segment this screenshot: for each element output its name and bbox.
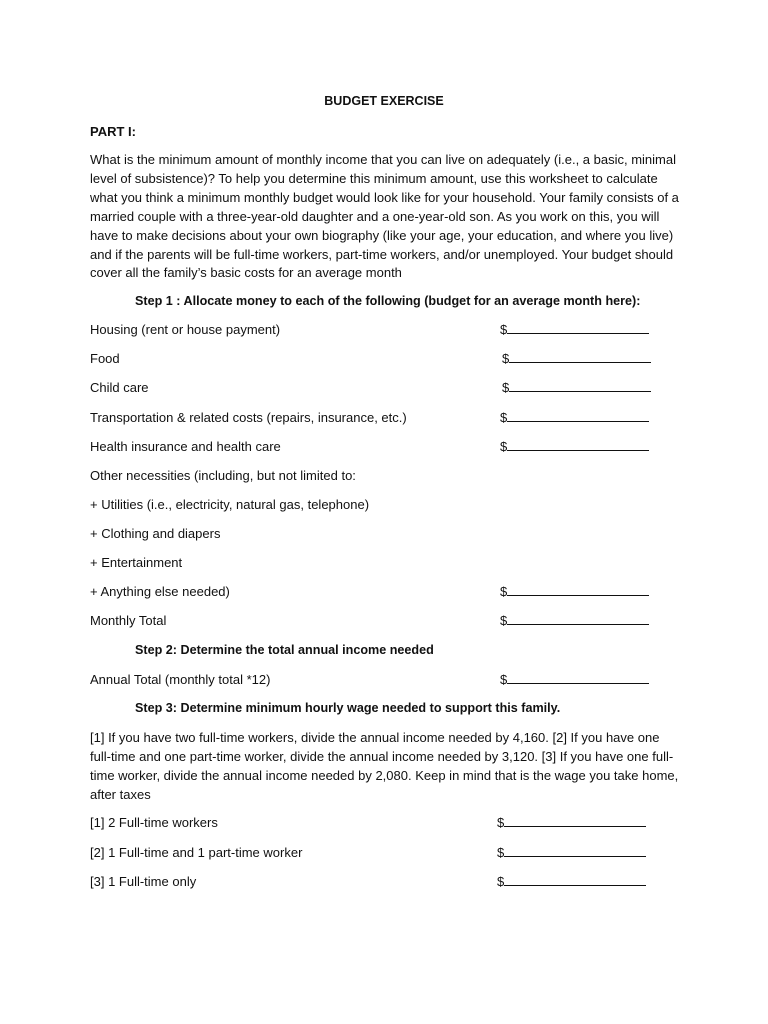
other-necessities-blank[interactable] — [500, 584, 649, 599]
clothing-label: + Clothing and diapers — [90, 526, 221, 541]
utilities-label: + Utilities (i.e., electricity, natural gas, telephone) — [90, 497, 370, 512]
monthly-total-label: Monthly Total — [90, 613, 167, 628]
document-title: BUDGET EXERCISE — [324, 94, 444, 108]
step3-heading: Step 3: Determine minimum hourly wage needed to support this family. — [135, 701, 561, 715]
food-blank[interactable] — [502, 351, 651, 366]
fill-line — [509, 351, 651, 363]
dollar-sign: $ — [500, 584, 508, 599]
fill-line — [504, 845, 646, 857]
option3-blank[interactable] — [497, 874, 646, 889]
fill-line — [509, 380, 651, 392]
health-blank[interactable] — [500, 439, 649, 454]
transportation-blank[interactable] — [500, 410, 649, 425]
food-label: Food — [90, 351, 120, 366]
fill-line — [507, 672, 649, 684]
dollar-sign: $ — [497, 845, 505, 860]
fill-line — [507, 410, 649, 422]
option2-blank[interactable] — [497, 845, 646, 860]
fill-line — [507, 439, 649, 451]
option3-label: [3] 1 Full-time only — [90, 874, 197, 889]
option1-label: [1] 2 Full-time workers — [90, 815, 218, 830]
dollar-sign: $ — [500, 322, 508, 337]
dollar-sign: $ — [502, 351, 510, 366]
dollar-sign: $ — [500, 439, 508, 454]
dollar-sign: $ — [497, 815, 505, 830]
housing-label: Housing (rent or house payment) — [90, 322, 281, 337]
step1-heading: Step 1 : Allocate money to each of the following (budget for an average month here): — [135, 294, 641, 308]
annual-total-label: Annual Total (monthly total *12) — [90, 672, 271, 687]
fill-line — [504, 815, 646, 827]
dollar-sign: $ — [502, 380, 510, 395]
monthly-total-blank[interactable] — [500, 613, 649, 628]
housing-blank[interactable] — [500, 322, 649, 337]
health-label: Health insurance and health care — [90, 439, 281, 454]
other-necessities-label: Other necessities (including, but not limited to: — [90, 468, 356, 483]
option1-blank[interactable] — [497, 815, 646, 830]
child-care-label: Child care — [90, 380, 149, 395]
transportation-label: Transportation & related costs (repairs, insurance, etc.) — [90, 410, 407, 425]
intro-paragraph: What is the minimum amount of monthly income that you can live on adequately (i.e., a basic, minimal level of subsistence)? To help you determine this minimum amount, use this worksheet to calculate what you think a minimum monthly budget would look like for your household. Your family consists of a married couple with a three-year-old daughter and a one-year-old son. As you work on this, you will have to make decisions about your own biography (like your age, your education, and where you live) and if the parents will be full-time workers, part-time workers, and/or unemployed. Your budget should cover all the family’s basic costs for an average month — [90, 152, 679, 281]
fill-line — [507, 322, 649, 334]
annual-total-blank[interactable] — [500, 672, 649, 687]
fill-line — [504, 874, 646, 886]
dollar-sign: $ — [500, 613, 508, 628]
step3-instructions: [1] If you have two full-time workers, divide the annual income needed by 4,160. [2] If you have one full-time and one part-time worker, divide the annual income needed by 3,120. [3] If you have one full-time worker, divide the annual income needed by 2,080. Keep in mind that is the wage you take home, after taxes — [90, 730, 679, 802]
anything-else-label: + Anything else needed) — [90, 584, 230, 599]
step2-heading: Step 2: Determine the total annual income needed — [135, 643, 434, 657]
child-care-blank[interactable] — [502, 380, 651, 395]
entertainment-label: + Entertainment — [90, 555, 183, 570]
fill-line — [507, 584, 649, 596]
fill-line — [507, 613, 649, 625]
option2-label: [2] 1 Full-time and 1 part-time worker — [90, 845, 303, 860]
dollar-sign: $ — [497, 874, 505, 889]
part-label: PART I: — [90, 124, 136, 139]
dollar-sign: $ — [500, 410, 508, 425]
dollar-sign: $ — [500, 672, 508, 687]
